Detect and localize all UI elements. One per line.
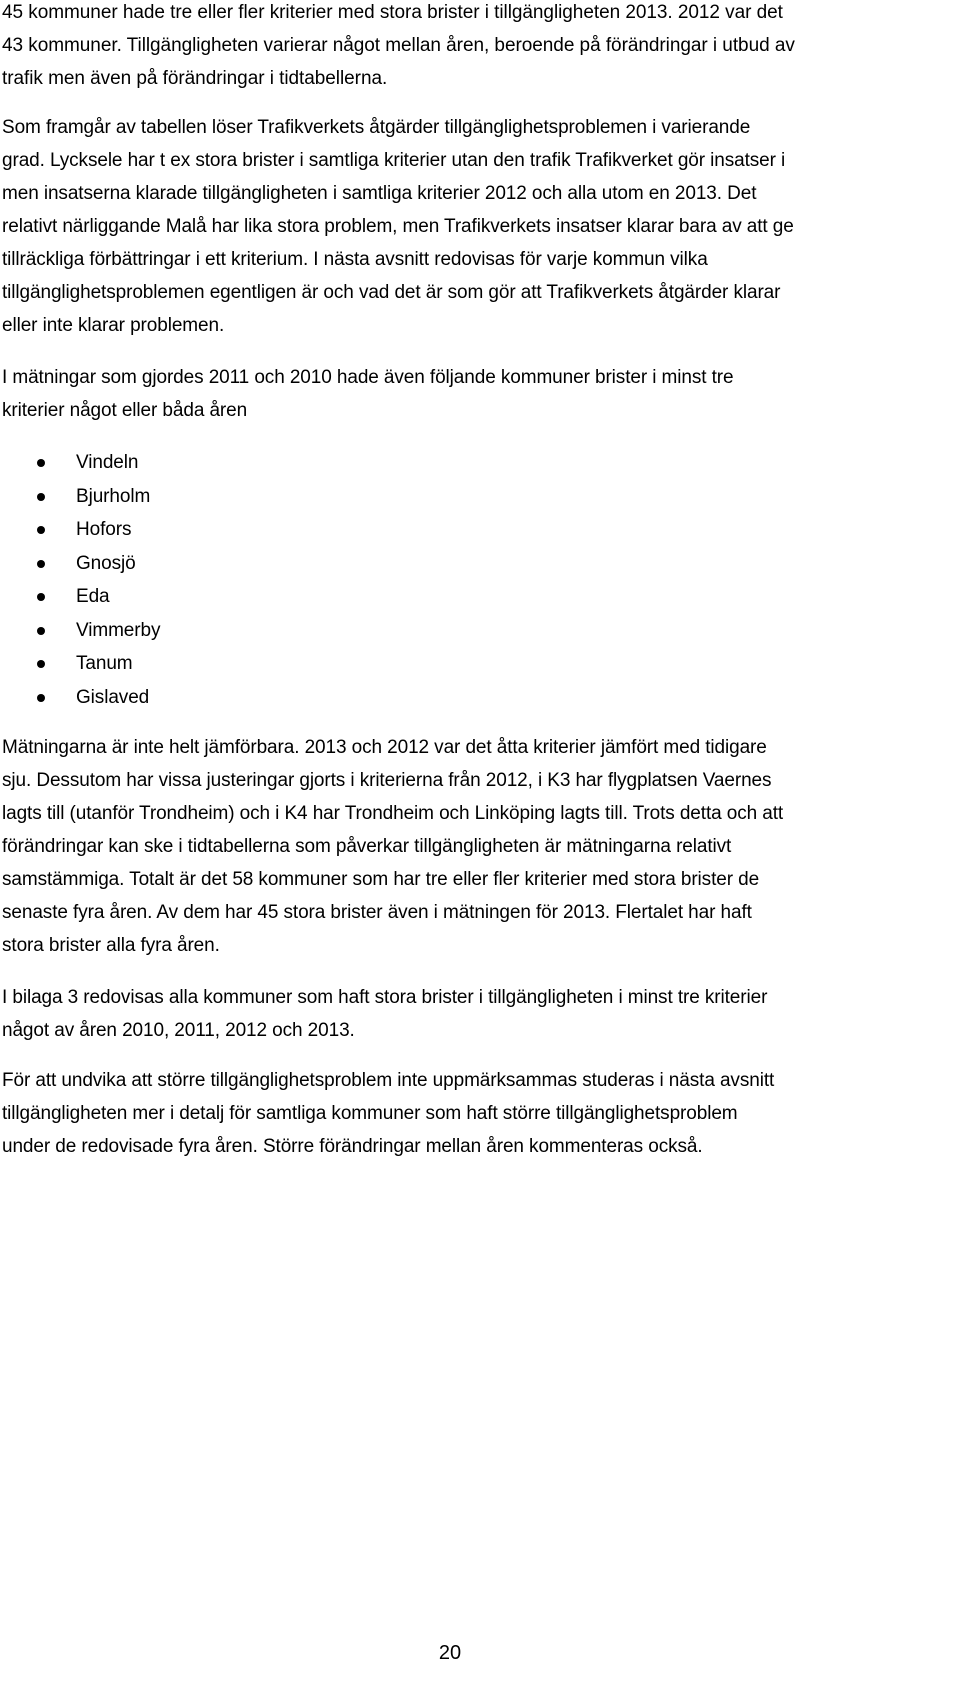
municipality-name: Tanum [76,653,133,674]
bullet-icon [37,526,45,534]
paragraph-trafikverkets-atgarder: Som framgår av tabellen löser Trafikverkets åtgärder tillgänglighetsproblemen i varierande grad. Lycksele har t ex stora brister i samtliga kriterier utan den trafik Trafikverket gör insatser i men insatserna klarade tillgängligheten i samtliga kriterier 2012 och alla utom en 2013. Det relativt närliggande Malå har lika stora problem, men Trafikverkets insatser klarar bara av att ge tillräckliga förbättringar i ett kriterium. I nästa avsnitt redovisas för varje kommun vilka tillgänglighetsproblemen egentligen är och vad det är som gör att Trafikverkets åtgärder klarar eller inte klarar problemen. [2,117,794,336]
bullet-icon [37,593,45,601]
paragraph-matningarna-jamforbara: Mätningarna är inte helt jämförbara. 2013 och 2012 var det åtta kriterier jämfört med tidigare sju. Dessutom har vissa justeringar gjorts i kriterierna från 2012, i K3 har flygplatsen Vaernes lagts till (utanför Trondheim) och i K4 har Trondheim och Linköping lagts till. Trots detta och att förändringar kan ske i tidtabellerna som påverkar tillgängligheten är mätningarna relativt samstämmiga. Totalt är det 58 kommuner som har tre eller fler kriterier med stora brister de senaste fyra åren. Av dem har 45 stora brister även i mätningen för 2013. Flertalet har haft stora brister alla fyra åren. [2,737,784,956]
bullet-icon [37,627,45,635]
bullet-icon [37,493,45,501]
municipality-name: Gislaved [76,686,150,708]
paragraph-matningar-2011-2010: I mätningar som gjordes 2011 och 2010 hade även följande kommuner brister i minst tre kriterier något eller båda åren [2,367,734,421]
municipality-name: Vimmerby [76,619,161,641]
municipality-name: Hofors [76,519,132,540]
paragraph-bilaga-3: I bilaga 3 redovisas alla kommuner som haft stora brister i tillgängligheten i minst tre kriterier något av åren 2010, 2011, 2012 och 2013. [2,987,768,1041]
bullet-icon [37,560,45,568]
municipality-name: Bjurholm [76,485,151,507]
municipality-name: Gnosjö [76,552,136,574]
paragraph-undvika-problem: För att undvika att större tillgänglighetsproblem inte uppmärksammas studeras i nästa avsnitt tillgängligheten mer i detalj för samtliga kommuner som haft större tillgänglighetsproblem under de redovisade fyra åren. Större förändringar mellan åren kommenteras också. [2,1070,775,1157]
paragraph-kommuner-brister-2013: 45 kommuner hade tre eller fler kriterier med stora brister i tillgängligheten 2013. 2012 var det 43 kommuner. Tillgängligheten varierar något mellan åren, beroende på förändringar i utbud av trafik men även på förändringar i tidtabellerna. [2,2,795,89]
municipality-name: Eda [76,586,110,607]
bullet-icon [37,459,45,467]
page-number: 20 [438,1642,462,1664]
municipality-name: Vindeln [76,452,139,473]
bullet-icon [37,660,45,668]
bullet-icon [37,694,45,702]
